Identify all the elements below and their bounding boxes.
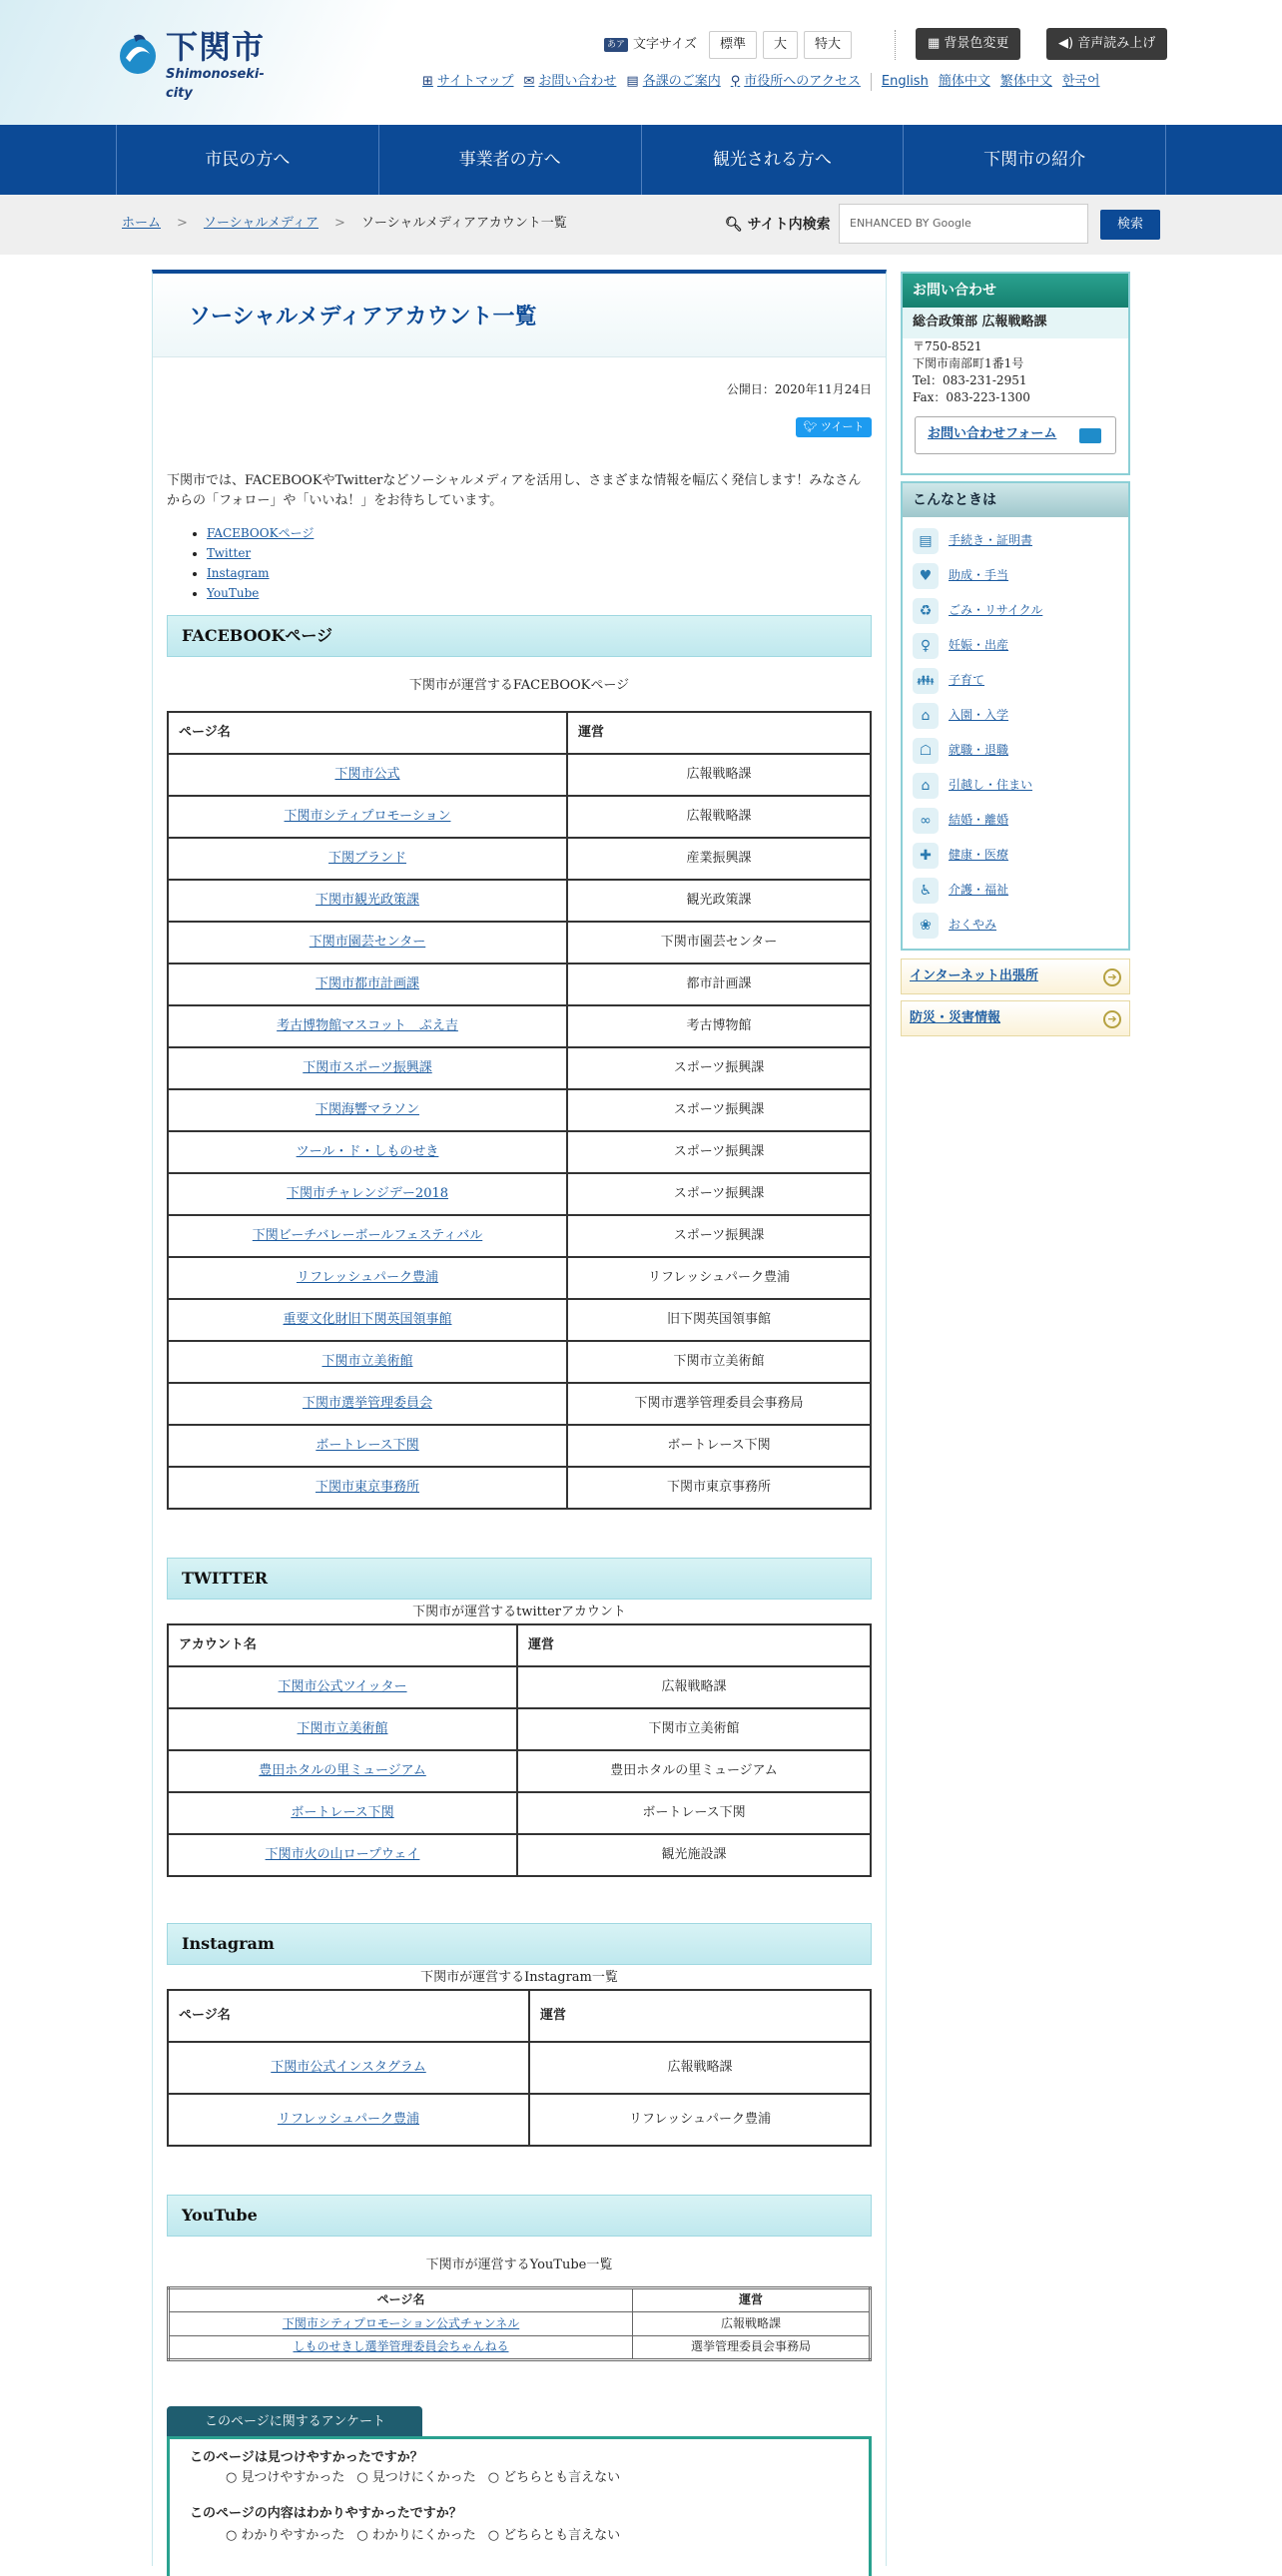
account-cell bbox=[168, 1257, 567, 1299]
operator-cell: 下関市選挙管理委員会事務局 bbox=[567, 1383, 871, 1425]
table-row bbox=[168, 1834, 871, 1876]
operator-cell: 広報戦略課 bbox=[567, 796, 871, 838]
published-date: 公開日：2020年11月24日 bbox=[726, 382, 872, 396]
account-link[interactable]: 下関ビーチバレーボールフェスティバル bbox=[252, 1227, 483, 1243]
utility-links bbox=[422, 73, 1110, 92]
table-row bbox=[168, 2042, 871, 2094]
facebook-caption: 下関市が運営するFACEBOOKページ bbox=[408, 678, 630, 693]
operator-cell: 下関市立美術館 bbox=[567, 1341, 871, 1383]
account-link[interactable]: 下関海響マラソン bbox=[315, 1101, 419, 1117]
contact-fax: Fax：083-223-1300 bbox=[913, 389, 1030, 404]
sitemap-icon: ⊞ bbox=[422, 74, 433, 89]
situation-label: 健康・医療 bbox=[949, 847, 1009, 862]
account-cell bbox=[169, 2336, 633, 2360]
account-cell bbox=[168, 1383, 567, 1425]
situation-item[interactable] bbox=[903, 733, 1128, 768]
departments-link[interactable]: ▤ 各課のご案内 bbox=[626, 73, 720, 92]
rings-icon: ∞ bbox=[913, 808, 939, 834]
column-header: 運営 bbox=[529, 1990, 871, 2042]
account-link[interactable]: 下関市公式インスタグラム bbox=[271, 2059, 426, 2075]
table-row bbox=[168, 1341, 871, 1383]
table-row bbox=[168, 1708, 871, 1750]
house-icon: ⌂ bbox=[913, 773, 939, 799]
breadcrumb-bar bbox=[0, 195, 1282, 255]
account-link[interactable]: リフレッシュパーク豊浦 bbox=[296, 1269, 439, 1285]
table-row bbox=[168, 2094, 871, 2146]
search-button[interactable]: 検索 bbox=[1100, 210, 1160, 240]
account-link[interactable]: 下関市火の山ロープウェイ bbox=[265, 1846, 420, 1862]
city-name: 下関市 bbox=[166, 28, 266, 66]
account-link[interactable]: 豊田ホタルの里ミュージアム bbox=[259, 1762, 426, 1778]
pregnancy-icon: ♀ bbox=[913, 633, 939, 659]
account-cell bbox=[169, 2312, 633, 2336]
situation-label: 結婚・離婚 bbox=[949, 812, 1009, 827]
account-cell bbox=[168, 1708, 517, 1750]
account-link[interactable]: 下関市観光政策課 bbox=[315, 892, 419, 908]
operator-cell: スポーツ振興課 bbox=[567, 1173, 871, 1215]
section-index bbox=[207, 523, 314, 603]
section-heading-facebook: FACEBOOKページ bbox=[167, 615, 872, 657]
account-cell bbox=[168, 1215, 567, 1257]
arrow-right-icon: ➔ bbox=[1103, 1010, 1121, 1028]
radio-option[interactable]: ○ わかりにくかった bbox=[356, 2527, 475, 2546]
breadcrumb-social-media[interactable]: ソーシャルメディア bbox=[203, 216, 319, 231]
lang-korean-link[interactable]: 한국어 bbox=[1061, 74, 1100, 89]
toc-instagram[interactable]: • Instagram bbox=[207, 563, 314, 583]
account-link[interactable]: 重要文化財旧下関英国領事館 bbox=[283, 1311, 452, 1327]
medical-cross-icon: ✚ bbox=[913, 843, 939, 869]
situation-item[interactable] bbox=[903, 768, 1128, 803]
situations-heading: こんなときは bbox=[903, 483, 1128, 517]
table-row bbox=[168, 964, 871, 1005]
table-row bbox=[168, 1173, 871, 1215]
situation-label: 助成・手当 bbox=[949, 567, 1009, 582]
table-row bbox=[168, 1257, 871, 1299]
search-icon: 🔍︎ bbox=[725, 217, 748, 233]
arrow-right-icon: ➔ bbox=[1103, 968, 1121, 986]
radio-option[interactable]: ○ どちらとも言えない bbox=[488, 2469, 620, 2488]
section-heading-youtube: YouTube bbox=[167, 2195, 872, 2237]
account-link[interactable]: 下関市東京事務所 bbox=[315, 1479, 419, 1495]
heart-hand-icon: ♥ bbox=[913, 563, 939, 589]
table-row bbox=[168, 1005, 871, 1047]
lang-simplified-chinese-link[interactable]: 簡体中文 bbox=[938, 74, 990, 89]
operator-cell: 豊田ホタルの里ミュージアム bbox=[517, 1750, 871, 1792]
twitter-bird-icon: 🐦︎ bbox=[803, 420, 821, 433]
account-cell bbox=[168, 2042, 529, 2094]
table-row bbox=[169, 2312, 871, 2336]
job-icon: ☖ bbox=[913, 738, 939, 764]
account-cell bbox=[168, 838, 567, 880]
breadcrumb-separator: > bbox=[177, 216, 188, 231]
lang-english-link[interactable]: English bbox=[881, 74, 929, 89]
account-link[interactable]: 下関市シティプロモーション公式チャンネル bbox=[282, 2315, 520, 2330]
twitter-table bbox=[167, 1623, 872, 1877]
survey-question-1: このページは見つけやすかったですか？ bbox=[190, 2450, 423, 2465]
account-cell bbox=[168, 964, 567, 1005]
operator-cell: 下関市園芸センター bbox=[567, 922, 871, 964]
account-cell bbox=[168, 1089, 567, 1131]
operator-cell: ボートレース下関 bbox=[567, 1425, 871, 1467]
situation-label: 入園・入学 bbox=[949, 707, 1009, 722]
table-row bbox=[168, 796, 871, 838]
facebook-table bbox=[167, 711, 872, 1510]
operator-cell: 都市計画課 bbox=[567, 964, 871, 1005]
account-cell bbox=[168, 1005, 567, 1047]
nav-business[interactable]: 事業者の方へ bbox=[379, 125, 642, 195]
breadcrumb bbox=[122, 215, 567, 234]
table-row bbox=[169, 2336, 871, 2360]
font-size-label: 文字サイズ bbox=[633, 36, 697, 52]
column-header: 運営 bbox=[567, 712, 871, 754]
breadcrumb-current: ソーシャルメディアアカウント一覧 bbox=[360, 216, 567, 231]
situation-item[interactable] bbox=[903, 838, 1128, 873]
account-cell bbox=[168, 1173, 567, 1215]
table-row bbox=[168, 838, 871, 880]
mail-icon: ✉ bbox=[523, 74, 535, 89]
toc-twitter[interactable]: • Twitter bbox=[207, 543, 314, 563]
global-nav bbox=[0, 125, 1282, 195]
survey-box bbox=[167, 2436, 872, 2576]
operator-cell: スポーツ振興課 bbox=[567, 1131, 871, 1173]
survey-options-2 bbox=[226, 2527, 620, 2546]
contact-heading: お問い合わせ bbox=[903, 274, 1128, 308]
site-logo[interactable] bbox=[116, 26, 286, 101]
contact-box bbox=[901, 272, 1130, 475]
operator-cell: リフレッシュパーク豊浦 bbox=[567, 1257, 871, 1299]
nav-tourists[interactable]: 観光される方へ bbox=[642, 125, 905, 195]
font-size-standard-button[interactable]: 標準 bbox=[709, 31, 757, 59]
account-link[interactable]: 考古博物館マスコット ぷえ吉 bbox=[277, 1017, 458, 1033]
survey-options-1 bbox=[226, 2469, 620, 2488]
speaker-icon: ◀) bbox=[1058, 36, 1078, 51]
account-link[interactable]: 下関ブランド bbox=[327, 850, 406, 866]
contact-department: 総合政策部 広報戦略課 bbox=[903, 308, 1128, 338]
survey-tab: このページに関するアンケート bbox=[167, 2406, 422, 2438]
map-pin-icon: ⚲ bbox=[730, 74, 741, 89]
account-cell bbox=[168, 796, 567, 838]
internet-branch-banner[interactable]: インターネット出張所 ➔ bbox=[901, 959, 1130, 994]
situation-label: 介護・福祉 bbox=[949, 882, 1009, 897]
site-search-label: 🔍︎ サイト内検索 bbox=[725, 217, 831, 233]
recycle-icon: ♻ bbox=[913, 598, 939, 624]
account-cell bbox=[168, 1131, 567, 1173]
operator-cell: 観光政策課 bbox=[567, 880, 871, 922]
contact-link[interactable]: ✉ お問い合わせ bbox=[523, 73, 616, 92]
toc-facebook[interactable]: • FACEBOOKページ bbox=[207, 523, 314, 543]
condolence-icon: ❀ bbox=[913, 913, 939, 939]
situation-label: 子育て bbox=[949, 672, 985, 687]
operator-cell: 下関市東京事務所 bbox=[567, 1467, 871, 1509]
section-heading-twitter: TWITTER bbox=[167, 1558, 872, 1600]
situation-item[interactable] bbox=[903, 873, 1128, 908]
youtube-table bbox=[167, 2286, 872, 2361]
operator-cell: 旧下関英国領事館 bbox=[567, 1299, 871, 1341]
account-cell bbox=[168, 1792, 517, 1834]
table-row bbox=[168, 1425, 871, 1467]
main-content bbox=[152, 270, 887, 2566]
situation-label: 手続き・証明書 bbox=[949, 532, 1033, 547]
operator-cell: ボートレース下関 bbox=[517, 1792, 871, 1834]
column-header: 運営 bbox=[633, 2288, 871, 2312]
survey-question-2: このページの内容はわかりやすかったですか？ bbox=[190, 2506, 462, 2521]
account-link[interactable]: 下関市選挙管理委員会 bbox=[302, 1395, 432, 1411]
situation-item[interactable] bbox=[903, 663, 1128, 698]
account-cell bbox=[168, 2094, 529, 2146]
operator-cell: 広報戦略課 bbox=[529, 2042, 871, 2094]
palette-icon: ▦ bbox=[928, 36, 945, 51]
table-row bbox=[168, 1215, 871, 1257]
column-header: アカウント名 bbox=[168, 1624, 517, 1666]
situation-item[interactable] bbox=[903, 558, 1128, 593]
situation-label: 就職・退職 bbox=[949, 742, 1009, 757]
account-link[interactable]: ボートレース下関 bbox=[291, 1804, 394, 1820]
account-link[interactable]: 下関市公式ツイッター bbox=[278, 1678, 407, 1694]
contact-address: 下関市南部町1番1号 bbox=[913, 355, 1024, 370]
table-row bbox=[168, 1299, 871, 1341]
table-row bbox=[168, 880, 871, 922]
city-emblem-icon bbox=[116, 28, 160, 76]
access-link[interactable]: ⚲ 市役所へのアクセス bbox=[731, 73, 861, 92]
breadcrumb-home[interactable]: ホーム bbox=[122, 216, 162, 231]
toc-youtube[interactable]: • YouTube bbox=[207, 583, 314, 603]
contact-tel: Tel：083-231-2951 bbox=[913, 372, 1027, 387]
operator-cell: スポーツ振興課 bbox=[567, 1047, 871, 1089]
operator-cell: 観光施設課 bbox=[517, 1834, 871, 1876]
table-row bbox=[168, 1047, 871, 1089]
operator-cell: 選挙管理委員会事務局 bbox=[633, 2336, 871, 2360]
account-link[interactable]: 下関市シティプロモーション bbox=[284, 808, 451, 824]
instagram-caption: 下関市が運営するInstagram一覧 bbox=[420, 1970, 618, 1985]
lang-traditional-chinese-link[interactable]: 繁体中文 bbox=[999, 74, 1052, 89]
operator-cell: 広報戦略課 bbox=[633, 2312, 871, 2336]
nav-residents[interactable]: 市民の方へ bbox=[117, 125, 379, 195]
account-cell bbox=[168, 880, 567, 922]
operator-cell: スポーツ振興課 bbox=[567, 1215, 871, 1257]
parent-child-icon: 👪︎ bbox=[913, 668, 939, 694]
account-cell bbox=[168, 922, 567, 964]
account-link[interactable]: ボートレース下関 bbox=[316, 1437, 419, 1453]
font-size-controls bbox=[604, 30, 858, 60]
situation-label: おくやみ bbox=[949, 917, 997, 932]
situation-label: 引越し・住まい bbox=[949, 777, 1033, 792]
operator-cell: 考古博物館 bbox=[567, 1005, 871, 1047]
operator-cell: 広報戦略課 bbox=[517, 1666, 871, 1708]
table-row bbox=[168, 1383, 871, 1425]
situation-item[interactable] bbox=[903, 628, 1128, 663]
page-title-area bbox=[153, 274, 886, 357]
speech-label: 音声読み上げ bbox=[1077, 36, 1156, 51]
contact-form-button[interactable] bbox=[915, 416, 1116, 454]
site-header bbox=[0, 0, 1282, 125]
situation-item[interactable] bbox=[903, 803, 1128, 838]
table-row bbox=[168, 754, 871, 796]
table-row bbox=[168, 1467, 871, 1509]
intro-text: 下関市では、FACEBOOKやTwitterなどソーシャルメディアを活用し、さまざまな情報を幅広く発信します！みなさんからの「フォロー」や「いいね！」をお待ちしています。 bbox=[167, 473, 862, 509]
account-cell bbox=[168, 1666, 517, 1708]
situation-item[interactable] bbox=[903, 908, 1128, 943]
book-icon: ▤ bbox=[626, 74, 639, 89]
situation-item[interactable] bbox=[903, 698, 1128, 733]
account-link[interactable]: 下関市チャレンジデー2018 bbox=[286, 1185, 449, 1201]
disaster-info-banner[interactable]: 防災・災害情報 ➔ bbox=[901, 1000, 1130, 1036]
column-header: ページ名 bbox=[168, 1990, 529, 2042]
account-link[interactable]: 下関市スポーツ振興課 bbox=[303, 1059, 432, 1075]
table-row bbox=[168, 922, 871, 964]
font-size-xlarge-button[interactable]: 特大 bbox=[804, 31, 852, 59]
breadcrumb-separator: > bbox=[333, 216, 345, 231]
account-cell bbox=[168, 754, 567, 796]
mail-icon bbox=[1079, 428, 1101, 443]
operator-cell: スポーツ振興課 bbox=[567, 1089, 871, 1131]
account-cell bbox=[168, 1341, 567, 1383]
situation-item[interactable] bbox=[903, 523, 1128, 558]
account-link[interactable]: しものせきし選挙管理委員会ちゃんねる bbox=[293, 2339, 509, 2354]
header-divider bbox=[895, 30, 896, 60]
situation-label: 妊娠・出産 bbox=[949, 637, 1009, 652]
bg-color-button[interactable] bbox=[916, 28, 1020, 60]
table-row bbox=[168, 1792, 871, 1834]
account-cell bbox=[168, 1467, 567, 1509]
search-input[interactable]: ENHANCED BY Google bbox=[839, 204, 1088, 244]
table-row bbox=[168, 1666, 871, 1708]
contact-postal: 〒750-8521 bbox=[913, 338, 982, 353]
account-cell bbox=[168, 1750, 517, 1792]
account-link[interactable]: 下関市公式 bbox=[334, 766, 400, 782]
tweet-button[interactable]: 🐦︎ ツイート bbox=[796, 417, 872, 437]
table-row bbox=[168, 1089, 871, 1131]
table-row bbox=[168, 1750, 871, 1792]
account-link[interactable]: 下関市立美術館 bbox=[321, 1353, 413, 1369]
speech-button[interactable] bbox=[1046, 28, 1167, 60]
section-heading-instagram: Instagram bbox=[167, 1923, 872, 1965]
account-cell bbox=[168, 1299, 567, 1341]
account-link[interactable]: 下関市立美術館 bbox=[297, 1720, 388, 1736]
font-size-icon: あア bbox=[604, 38, 628, 52]
operator-cell: 下関市立美術館 bbox=[517, 1708, 871, 1750]
font-size-large-button[interactable]: 大 bbox=[763, 31, 798, 59]
account-cell bbox=[168, 1047, 567, 1089]
sitemap-link[interactable]: ⊞ サイトマップ bbox=[422, 73, 513, 92]
column-header: ページ名 bbox=[169, 2288, 633, 2312]
column-header: 運営 bbox=[517, 1624, 871, 1666]
operator-cell: 広報戦略課 bbox=[567, 754, 871, 796]
account-cell bbox=[168, 1425, 567, 1467]
account-link[interactable]: リフレッシュパーク豊浦 bbox=[277, 2111, 420, 2127]
column-header: ページ名 bbox=[168, 712, 567, 754]
situations-box bbox=[901, 481, 1130, 951]
operator-cell: 産業振興課 bbox=[567, 838, 871, 880]
bg-color-label: 背景色変更 bbox=[944, 36, 1009, 51]
document-icon: ▤ bbox=[913, 528, 939, 554]
radio-option[interactable]: ○ どちらとも言えない bbox=[488, 2527, 620, 2546]
radio-option[interactable]: ○ 見つけにくかった bbox=[356, 2469, 475, 2488]
account-link[interactable]: ツール・ド・しものせき bbox=[296, 1143, 439, 1159]
nav-about-city[interactable]: 下関市の紹介 bbox=[904, 125, 1166, 195]
account-link[interactable]: 下関市都市計画課 bbox=[315, 975, 419, 991]
page-title: ソーシャルメディアアカウント一覧 bbox=[189, 305, 537, 329]
city-romaji: Shimonoseki-city bbox=[166, 67, 265, 101]
situation-label: ごみ・リサイクル bbox=[949, 602, 1043, 617]
radio-option[interactable]: ○ わかりやすかった bbox=[226, 2527, 344, 2546]
contact-form-label: お問い合わせフォーム bbox=[928, 425, 1057, 441]
page-survey bbox=[167, 2406, 872, 2576]
instagram-table bbox=[167, 1989, 872, 2147]
account-cell bbox=[168, 1834, 517, 1876]
radio-option[interactable]: ○ 見つけやすかった bbox=[226, 2469, 344, 2488]
table-row bbox=[168, 1131, 871, 1173]
operator-cell: リフレッシュパーク豊浦 bbox=[529, 2094, 871, 2146]
youtube-caption: 下関市が運営するYouTube一覧 bbox=[425, 2257, 613, 2272]
school-icon: ⌂ bbox=[913, 703, 939, 729]
situation-item[interactable] bbox=[903, 593, 1128, 628]
util-divider bbox=[871, 73, 872, 91]
wheelchair-icon: ♿ bbox=[913, 878, 939, 904]
twitter-caption: 下関市が運営するtwitterアカウント bbox=[412, 1605, 626, 1619]
account-link[interactable]: 下関市園芸センター bbox=[309, 934, 426, 950]
